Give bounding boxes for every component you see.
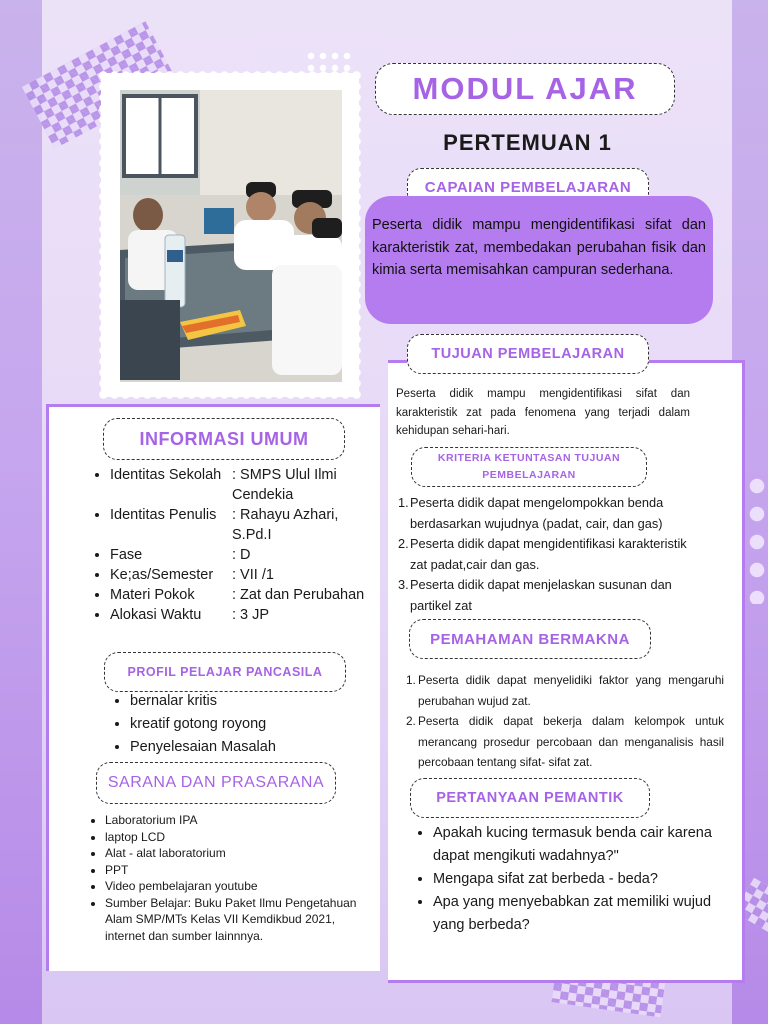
pemantik-item: • Mengapa sifat zat berbeda - beda? (433, 868, 733, 891)
profil-item: • Penyelesaian Masalah (130, 736, 370, 759)
informasi-key: • Fase (110, 547, 143, 563)
kriteria-heading: KRITERIA KETUNTASAN TUJUAN PEMBELAJARAN (411, 447, 647, 487)
kriteria-number: 3. (398, 577, 409, 592)
classroom-photo (120, 90, 342, 382)
profil-item: • kreatif gotong royong (130, 713, 370, 736)
sarana-item: • PPT (105, 862, 367, 879)
informasi-key: • Materi Pokok (110, 587, 195, 603)
informasi-item (110, 565, 380, 585)
informasi-item (110, 585, 380, 605)
kriteria-item (398, 493, 698, 534)
informasi-key: • Identitas Sekolah (110, 467, 222, 483)
informasi-item (110, 465, 380, 505)
informasi-item (110, 605, 380, 625)
informasi-value: : Zat dan Perubahan (232, 587, 365, 603)
profil-list (113, 690, 370, 759)
informasi-value: : Rahayu Azhari, S.Pd.I (232, 507, 339, 543)
pemahaman-text: Peserta didik dapat menyelidiki faktor yang mengaruhi perubahan wujud zat. (418, 673, 724, 708)
pemahaman-number: 1. (406, 673, 416, 687)
informasi-key: • Identitas Penulis (110, 507, 217, 523)
pemahaman-list (406, 670, 724, 773)
sarana-heading: SARANA DAN PRASARANA (96, 762, 336, 804)
informasi-key: • Alokasi Waktu (110, 607, 202, 623)
pemantik-item: • Apakah kucing termasuk benda cair karena dapat mengikuti wadahnya?" (433, 822, 733, 868)
kriteria-number: 2. (398, 536, 409, 551)
pemantik-heading: PERTANYAAN PEMANTIK (410, 778, 650, 818)
informasi-item (110, 505, 380, 545)
page-title: MODUL AJAR (375, 63, 675, 115)
kriteria-item (398, 534, 698, 575)
pemantik-list (413, 822, 733, 937)
informasi-item (110, 545, 380, 565)
pemantik-item: • Apa yang menyebabkan zat memiliki wujud yang berbeda? (433, 891, 733, 937)
kriteria-text: Peserta didik dapat menjelaskan susunan dan partikel zat (410, 577, 672, 613)
kriteria-text: Peserta didik dapat mengidentifikasi karakteristik zat padat,cair dan gas. (410, 536, 687, 572)
tujuan-heading: TUJUAN PEMBELAJARAN (407, 334, 649, 374)
sarana-item: • Sumber Belajar: Buku Paket Ilmu Pengetahuan Alam SMP/MTs Kelas VII Kemdikbud 2021, internet dan sumber lainnnya. (105, 895, 367, 945)
sarana-list (88, 812, 367, 944)
informasi-value: : 3 JP (232, 607, 270, 623)
kriteria-list (398, 493, 698, 616)
meeting-label: PERTEMUAN 1 (443, 130, 612, 155)
profil-item: • bernalar kritis (130, 690, 370, 713)
kriteria-text: Peserta didik dapat mengelompokkan benda berdasarkan wujudnya (padat, cair, dan gas) (410, 495, 664, 531)
informasi-key: • Ke;as/Semester (110, 567, 214, 583)
sarana-item: • laptop LCD (105, 829, 367, 846)
capaian-heading: CAPAIAN PEMBELAJARAN (407, 168, 649, 207)
informasi-value: : VII /1 (232, 567, 274, 583)
sarana-item: • Alat - alat laboratorium (105, 845, 367, 862)
pemahaman-item (406, 711, 724, 773)
tujuan-text: Peserta didik mampu mengidentifikasi sifat dan karakteristik zat pada fenomena yang terjadi dalam kehidupan sehari-hari. (396, 388, 690, 437)
pemahaman-text: Peserta didik dapat bekerja dalam kelompok untuk merancang prosedur percobaan dan menganalisis hasil percobaan tentang sifat- sifat zat. (418, 714, 724, 769)
kriteria-item (398, 575, 698, 616)
pemahaman-item (406, 670, 724, 711)
profil-heading: PROFIL PELAJAR PANCASILA (104, 652, 346, 692)
sarana-item: • Laboratorium IPA (105, 812, 367, 829)
kriteria-number: 1. (398, 495, 409, 510)
informasi-heading: INFORMASI UMUM (103, 418, 345, 460)
informasi-value: : SMPS Ulul Ilmi Cendekia (232, 467, 337, 503)
capaian-text: Peserta didik mampu mengidentifikasi sifat dan karakteristik zat, membedakan perubahan fisik dan kimia serta memisahkan campuran sederhana. (372, 217, 706, 278)
pemahaman-heading: PEMAHAMAN BERMAKNA (409, 619, 651, 659)
informasi-value: : D (232, 547, 251, 563)
pemahaman-number: 2. (406, 714, 416, 728)
sarana-item: • Video pembelajaran youtube (105, 878, 367, 895)
informasi-list (90, 465, 380, 625)
